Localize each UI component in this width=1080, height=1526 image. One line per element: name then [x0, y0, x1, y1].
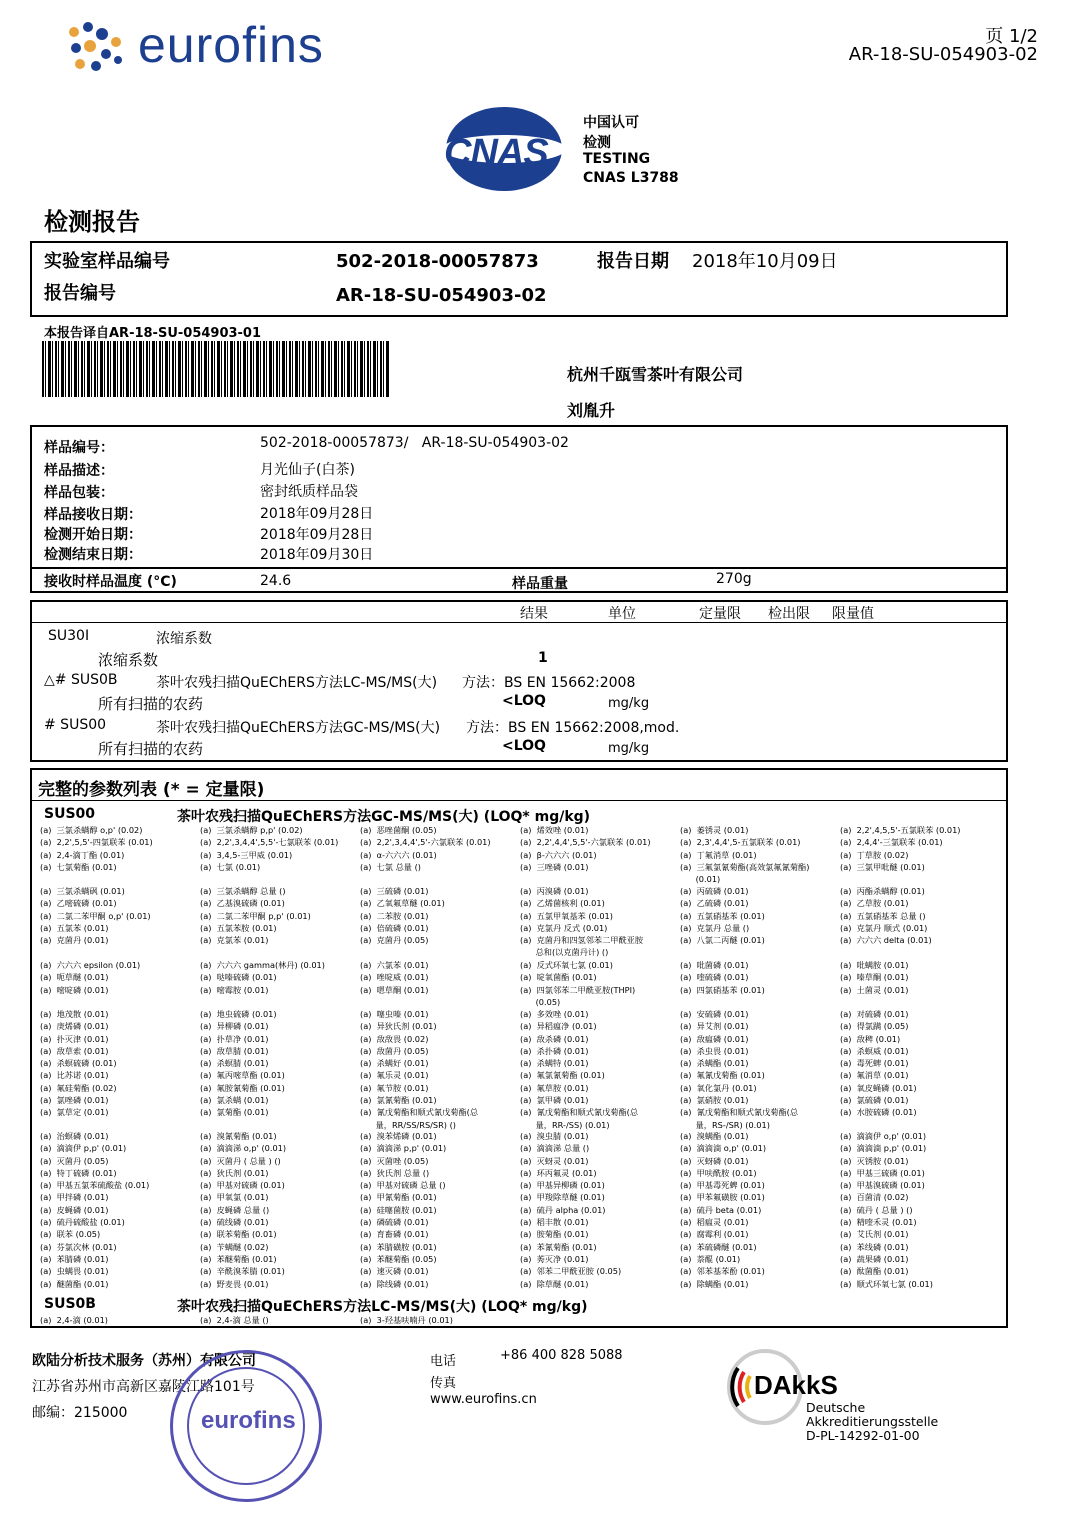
sus00-result: <LOQ [502, 738, 546, 754]
sample-value-0: 502-2018-00057873/ AR-18-SU-054903-02 [260, 435, 569, 451]
param-cell: (a) 反式环氧七氯 (0.01) (a) 啶氧菌酯 (0.01) (a) 四氯邻苯二甲酰亚胺(THPI) (0.05) [520, 960, 636, 1007]
param-cell [520, 1314, 680, 1326]
susb-param-code: SUS0B [44, 1296, 96, 1312]
dakks-logo [726, 1348, 986, 1444]
page-number: 页 1/2 [985, 26, 1038, 47]
report-id-box [30, 241, 1008, 317]
footer-postcode: 邮编：215000 [32, 1405, 128, 1421]
param-cell: (a) 吡螨胺 (0.01) (a) 嗪草酮 (0.01) (a) 土菌灵 (0.01) [840, 960, 909, 995]
su30i-item: 浓缩系数 [98, 651, 159, 669]
param-block-2 [40, 959, 1000, 1008]
susb-method: 方法：BS EN 15662:2008 [462, 675, 636, 691]
susb-param-title: 茶叶农残扫描QuEChERS方法LC-MS/MS(大) (LOQ* mg/kg) [177, 1299, 588, 1315]
param-cell: (a) 丙酯杀螨醇 (0.01) (a) 乙草胺 (0.01) (a) 五氯硝基苯 总量 () (a) 克氯丹 顺式 (0.01) (a) 六六六 delta (0.01) [840, 886, 932, 946]
cnas-line3: TESTING [583, 151, 651, 167]
weight-value: 270g [716, 571, 752, 587]
weight-label: 样品重量 [512, 576, 568, 592]
col-header-lod: 检出限 [768, 606, 810, 622]
param-block-susb [40, 1314, 1000, 1326]
su30i-code: SU30I [48, 628, 90, 644]
barcode [42, 341, 390, 397]
sus00-unit: mg/kg [608, 741, 650, 756]
susb-unit: mg/kg [608, 696, 650, 711]
param-cell: (a) 多效唑 (0.01) (a) 异稻瘟净 (0.01) (a) 敌杀磷 (0.01) (a) 杀扑磷 (0.01) (a) 杀螨特 (0.01) (a) 氟氯氰菊酯 (0.01) (a) 氟草胺 (0.01) (a) 氯甲磷 (0.01) (a) 氰戊菊酯和顺式氰戊菊酯(总 量，RR-/SS) (0.01) [520, 1009, 639, 1130]
report-date-label: 报告日期 [597, 251, 669, 272]
param-block-3 [40, 1008, 1000, 1131]
param-cell: (a) 治螟磷 (0.01) (a) 滴滴伊 p,p' (0.01) (a) 灭菌丹 (0.05) (a) 特丁硫磷 (0.01) (a) 甲基五氯苯硫酸盐 (0.01) (a) 甲拌磷 (0.01) (a) 皮蝇磷 (0.01) (a) 硫丹硫酸盐 (0.01) (a) 联苯 (0.05) (a) 芬氯次林 (0.01) (a) 苯腈磷 (0.01) (a) 虫螨畏 (0.01) (a) 醚菌酯 (0.01) [40, 1131, 150, 1289]
header-report-ref: AR-18-SU-054903-02 [848, 44, 1038, 65]
footer-company: 欧陆分析技术服务（苏州）有限公司 [32, 1353, 256, 1369]
web-link[interactable]: www.eurofins.cn [430, 1392, 537, 1407]
sample-label-0: 样品编号： [44, 440, 114, 456]
param-cell: (a) 2,2',4,5,5'-五氯联苯 (0.01) (a) 2,4,4'-三氯联苯 (0.01) (a) 丁草胺 (0.02) (a) 三氯甲吡醚 (0.01) [840, 825, 961, 872]
susb-result: <LOQ [502, 693, 546, 709]
tel-value: +86 400 828 5088 [500, 1348, 623, 1363]
col-header-loq: 定量限 [699, 606, 741, 622]
param-cell: (a) 滴滴伊 o,p' (0.01) (a) 滴滴滴 p,p' (0.01) (a) 灭锈胺 (0.01) (a) 甲基三硫磷 (0.01) (a) 甲基溴硫磷 (0.01) (a) 百菌清 (0.02) (a) 硫丹 ( 总量 ) () (a) 精喹禾灵 (0.01) (a) 艾氏剂 (0.01) (a) 苯线磷 (0.01) (a) 蔬果磷 (0.01) (a) 酞菌酯 (0.01) (a) 顺式环氧七氯 (0.01) [840, 1131, 933, 1289]
su30i-name: 浓缩系数 [156, 631, 212, 647]
lab-sample-value: 502-2018-00057873 [336, 251, 539, 272]
susb-code: △# SUS0B [44, 672, 118, 688]
sus00-name: 茶叶农残扫描QuEChERS方法GC-MS/MS(大) [156, 720, 441, 736]
page-title: 检测报告 [44, 208, 140, 236]
client-company: 杭州千瓯雪茶叶有限公司 [567, 365, 744, 384]
sample-label-5: 检测结束日期： [44, 547, 142, 563]
sus00-method: 方法：BS EN 15662:2008,mod. [466, 720, 680, 736]
eurofins-logo [66, 17, 356, 76]
sample-value-4: 2018年09月28日 [260, 527, 374, 543]
sample-label-2: 样品包装： [44, 485, 114, 501]
param-cell: (a) 2,4-滴 总量 () [200, 1315, 269, 1325]
report-date-value: 2018年10月09日 [692, 251, 838, 272]
sus00-param-title: 茶叶农残扫描QuEChERS方法GC-MS/MS(大) (LOQ* mg/kg) [177, 809, 591, 825]
translated-from: 本报告译自AR-18-SU-054903-01 [44, 326, 262, 341]
fax-label: 传真 [430, 1376, 457, 1391]
param-cell [680, 1314, 840, 1326]
sus00-param-code: SUS00 [44, 806, 96, 822]
param-cell: (a) 恶唑菌酮 (0.05) (a) 2,2',3,4,4',5'-六氯联苯 (0.01) (a) α-六六六 (0.01) (a) 七氯 总量 () [360, 825, 491, 872]
dakks-line3: D-PL-14292-01-00 [806, 1428, 920, 1443]
seal-text: eurofins [201, 1407, 296, 1434]
param-cell: (a) 安硫磷 (0.01) (a) 异艾剂 (0.01) (a) 敌瘟磷 (0.01) (a) 杀虫畏 (0.01) (a) 杀螨酯 (0.01) (a) 氟氰戊菊酯 (0.01) (a) 氧化氯丹 (0.01) (a) 氯硝胺 (0.01) (a) 氰戊菊酯和顺式氰戊菊酯(总 量，RS-/SR) (0.01) [680, 1009, 799, 1130]
eurofins-wordmark: eurofins [138, 17, 324, 73]
sample-value-5: 2018年09月30日 [260, 547, 374, 563]
report-no-label: 报告编号 [44, 283, 116, 304]
param-cell: (a) 三氯杀螨醇 o,p' (0.02) (a) 2,2',5,5'-四氯联苯 (0.01) (a) 2,4-滴丁酯 (0.01) (a) 七氯菊酯 (0.01) [40, 825, 153, 872]
temp-label: 接收时样品温度 (°C) [44, 574, 177, 590]
sus00-item: 所有扫描的农药 [98, 740, 204, 758]
eurofins-dots-icon [66, 22, 128, 74]
param-cell: (a) 溴苯烯磷 (0.01) (a) 滴滴涕 p,p' (0.01) (a) 灭菌唑 (0.05) (a) 狄氏剂 总量 () (a) 甲基对硫磷 总量 () (a) 甲氰菊酯 (0.01) (a) 硅噻菌胺 (0.01) (a) 磷硫磷 (0.01) (a) 育畜磷 (0.01) (a) 苯腈磺胺 (0.01) (a) 苯醚菊酯 (0.05) (a) 速灭磷 (0.01) (a) 除线磷 (0.01) [360, 1131, 447, 1289]
sample-label-1: 样品描述： [44, 463, 114, 479]
lab-sample-label: 实验室样品编号 [44, 251, 170, 272]
param-cell: (a) 吡菌磷 (0.01) (a) 喹硫磷 (0.01) (a) 四氯硝基苯 (0.01) [680, 960, 765, 995]
cnas-line1: 中国认可 [583, 115, 639, 131]
param-cell: (a) 烯效唑 (0.01) (a) 2,2',4,4',5,5'-六氯联苯 (0.01) (a) β-六六六 (0.01) (a) 三唑磷 (0.01) [520, 825, 651, 872]
sus00-code: # SUS00 [44, 717, 107, 733]
param-cell [840, 1314, 1000, 1326]
tel-label: 电话 [430, 1354, 457, 1369]
param-block-1 [40, 885, 1000, 959]
param-cell: (a) 2,4-滴 (0.01) [40, 1315, 108, 1325]
param-cell: (a) 溴螨酯 (0.01) (a) 滴滴滴 o,p' (0.01) (a) 灭蚜磷 (0.01) (a) 甲呋酰胺 (0.01) (a) 甲基毒死蜱 (0.01) (a) 甲苯氟磺胺 (0.01) (a) 硫丹 beta (0.01) (a) 稻瘟灵 (0.01) (a) 腐霉利 (0.01) (a) 苯硫磷醚 (0.01) (a) 萘醌 (0.01) (a) 邻苯基苯酚 (0.01) (a) 除螨酯 (0.01) [680, 1131, 767, 1289]
susb-item: 所有扫描的农药 [98, 695, 204, 713]
sample-value-3: 2018年09月28日 [260, 506, 374, 522]
company-seal [170, 1350, 322, 1502]
footer-address: 江苏省苏州市高新区嘉陵江路101号 [32, 1379, 255, 1395]
param-cell: (a) 六六六 epsilon (0.01) (a) 呃草醚 (0.01) (a) 嘧啶磷 (0.01) [40, 960, 141, 995]
param-cell: (a) 三氯杀螨砜 (0.01) (a) 乙嘧硫磷 (0.01) (a) 二氯二苯甲酮 o,p' (0.01) (a) 五氯苯 (0.01) (a) 克菌丹 (0.01) [40, 886, 151, 946]
divider [32, 567, 1006, 569]
sample-info-box [30, 425, 1008, 593]
param-cell: (a) 丙溴磷 (0.01) (a) 乙烯菌核利 (0.01) (a) 五氯甲氧基苯 (0.01) (a) 克氯丹 反式 (0.01) (a) 克菌丹和四氢邻苯二甲酰亚胺 总和(以克菌丹计) () [520, 886, 644, 958]
cnas-mark: CNAS [444, 132, 548, 174]
param-cell: (a) 三氯杀螨醇 p,p' (0.02) (a) 2,2',3,4,4',5,5'-七氯联苯 (0.01) (a) 3,4,5-三甲威 (0.01) (a) 七氯 (0.01) [200, 825, 339, 872]
param-cell: (a) 对硫磷 (0.01) (a) 得氯蹒 (0.05) (a) 敌稗 (0.01) (a) 杀螟威 (0.01) (a) 毒死蜱 (0.01) (a) 氟消草 (0.01) (a) 氧皮蝇磷 (0.01) (a) 氯硫磷 (0.01) (a) 水胺硫磷 (0.01) [840, 1009, 917, 1118]
params-title: 完整的参数列表 (* = 定量限) [38, 780, 265, 800]
param-cell: (a) 六六六 gamma(林丹) (0.01) (a) 哒嗪硫磷 (0.01) (a) 嘧霉胺 (0.01) [200, 960, 325, 995]
col-header-unit: 单位 [608, 606, 636, 622]
sample-label-4: 检测开始日期： [44, 527, 142, 543]
param-block-4 [40, 1130, 1000, 1290]
results-box [30, 600, 1008, 762]
param-cell: (a) 六氯苯 (0.01) (a) 唑啶威 (0.01) (a) 嗯草酮 (0.01) [360, 960, 429, 995]
report-no-value: AR-18-SU-054903-02 [336, 285, 547, 306]
param-cell: (a) 地茂散 (0.01) (a) 庚烯磷 (0.01) (a) 扑灭津 (0.01) (a) 敌草索 (0.01) (a) 杀螟硫磷 (0.01) (a) 比苏诺 (0.01) (a) 氟硅菊酯 (0.02) (a) 氯唑磷 (0.01) (a) 氯草定 (0.01) [40, 1009, 117, 1118]
sample-value-2: 密封纸质样品袋 [260, 484, 358, 500]
susb-name: 茶叶农残扫描QuEChERS方法LC-MS/MS(大) [156, 675, 438, 691]
temp-value: 24.6 [260, 573, 292, 589]
su30i-result: 1 [538, 650, 548, 666]
param-cell: (a) 噻虫嗪 (0.01) (a) 异狄氏剂 (0.01) (a) 敌敌畏 (0.02) (a) 敌菌丹 (0.05) (a) 杀螨好 (0.01) (a) 氟乐灵 (0.01) (a) 氟节胺 (0.01) (a) 氯氰菊酯 (0.01) (a) 氰戊菊酯和顺式氰戊菊酯(总 量，RR/SS/RS/SR) () [360, 1009, 479, 1130]
param-cell: (a) 溴氰菊酯 (0.01) (a) 滴滴涕 o,p' (0.01) (a) 灭菌丹 ( 总量 ) () (a) 狄氏剂 (0.01) (a) 甲基对硫磷 (0.01) (a) 甲氧氯 (0.01) (a) 皮蝇磷 总量 () (a) 硫线磷 (0.01) (a) 联苯菊酯 (0.01) (a) 苄螨醚 (0.02) (a) 苯醚菊酯 (0.01) (a) 辛酰溴苯腈 (0.01) (a) 野麦畏 (0.01) [200, 1131, 287, 1289]
param-cell: (a) 萎锈灵 (0.01) (a) 2,3',4,4',5-五氯联苯 (0.01) (a) 丁氟消草 (0.01) (a) 三氟氯氰菊酯(高效氯氟氰菊酯) (0.01) [680, 825, 810, 885]
param-cell: (a) 地虫硫磷 (0.01) (a) 异柳磷 (0.01) (a) 扑草净 (0.01) (a) 敌草腈 (0.01) (a) 杀螟腈 (0.01) (a) 氟丙嘧草酯 (0.01) (a) 氟胺氰菊酯 (0.01) (a) 氯杀螨 (0.01) (a) 氯菊酯 (0.01) [200, 1009, 285, 1118]
param-cell: (a) 3-羟基呋喃丹 (0.01) [360, 1315, 453, 1325]
param-cell: (a) 丙硫磷 (0.01) (a) 乙硫磷 (0.01) (a) 五氯硝基苯 (0.01) (a) 克氯丹 总量 () (a) 八氯二丙醚 (0.01) [680, 886, 765, 946]
dakks-line2: Akkreditierungsstelle [806, 1414, 939, 1429]
param-cell: (a) 三氯杀螨醇 总量 () (a) 乙基溴硫磷 (0.01) (a) 二氯二苯甲酮 p,p' (0.01) (a) 五氯苯胺 (0.01) (a) 克氯苯 (0.01) [200, 886, 311, 946]
dakks-line1: Deutsche [806, 1400, 866, 1415]
params-title-divider [30, 800, 1008, 801]
sample-value-1: 月光仙子(白茶) [260, 462, 355, 478]
cnas-line2: 检测 [583, 135, 611, 151]
param-cell: (a) 三硫磷 (0.01) (a) 乙氧氟草醚 (0.01) (a) 二苯胺 (0.01) (a) 倍硫磷 (0.01) (a) 克菌丹 (0.05) [360, 886, 445, 946]
dakks-mark: DAkkS [754, 1370, 838, 1400]
cnas-line4: CNAS L3788 [583, 170, 679, 186]
client-person: 刘胤升 [567, 401, 616, 420]
param-cell: (a) 溴虫腈 (0.01) (a) 滴滴涕 总量 () (a) 灭蚜灵 (0.01) (a) 环丙氟灵 (0.01) (a) 甲基异柳磷 (0.01) (a) 甲羧除草醚 (0.01) (a) 硫丹 alpha (0.01) (a) 稻丰散 (0.01) (a) 胺菊酯 (0.01) (a) 苯氰菊酯 (0.01) (a) 莠灭净 (0.01) (a) 邻苯二甲酰亚胺 (0.05) (a) 除草醚 (0.01) [520, 1131, 622, 1289]
col-header-result: 结果 [520, 606, 548, 622]
cnas-logo [442, 104, 566, 194]
param-block-0 [40, 824, 1000, 885]
col-header-limit: 限量值 [832, 606, 874, 622]
sample-label-3: 样品接收日期： [44, 507, 142, 523]
